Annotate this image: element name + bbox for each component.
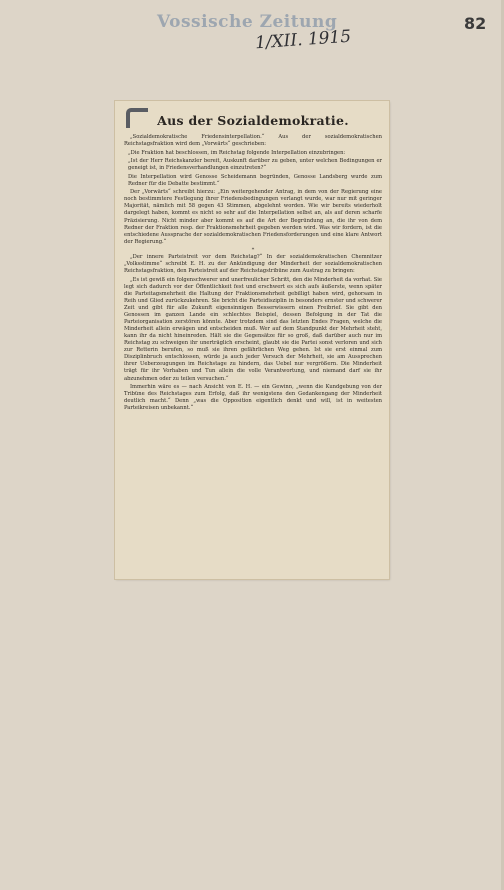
bracket-mark-icon xyxy=(126,108,148,128)
section1-quote1: „Die Fraktion hat beschlossen, im Reichstag folgende Interpellation einzubringen: xyxy=(128,149,346,156)
section1-quote2: „Ist der Herr Reichskanzler bereit, Auskunft darüber zu geben, unter welchen Bedingungen er geneigt ist, in Friedensverhandlungen einzutreten?“ xyxy=(128,158,382,172)
section2-conclusion: Immerhin wäre es — nach Ansicht von E. H. — ein Gewinn, „wenn die Kundgebung von der Tribüne des Reichstages zum Erfolg, daß ihr wenigstens den Gedankengang der Minderheit deutlich macht.“ Denn „was die Opposition eigentlich denkt und will, ist in weitesten Parteikreisen unbekannt.“ xyxy=(124,384,382,412)
section1-intro: „Sozialdemokratische Friedensinterpellation.“ Aus der sozialdemokratischen Reichstagsfraktion wird dem „Vorwärts“ geschrieben: xyxy=(124,134,382,148)
section2-intro: „Der innere Parteistreit vor dem Reichstag?“ In der sozialdemokratischen Chemnitzer „Volksstimme“ schreibt E. H. zu der Ankündigung der Minderheit der sozialdemokratischen Reichstagsfraktion, den Parteistreit auf der Reichstagstribüne zum Austrag zu bringen: xyxy=(124,254,382,275)
newspaper-clipping xyxy=(115,101,389,579)
newspaper-masthead: Vossische Zeitung xyxy=(157,12,338,32)
handwritten-date: 1/XII. 1915 xyxy=(254,26,352,54)
section1-quote3: Die Interpellation wird Genosse Scheidemann begründen, Genosse Landsberg wurde zum Redner für die Debatte bestimmt.“ xyxy=(128,173,382,187)
article-headline: Aus der Sozialdemokratie. xyxy=(157,113,349,128)
page-number: 82 xyxy=(464,14,487,33)
section1-commentary: Der „Vorwärts“ schreibt hierzu: „Ein weitergehender Antrag, in dem von der Regierung eine noch bestimmtere Festlegung ihrer Friedensbedingungen verlangt wurde, war nur mit geringer Majorität, nämlich mit 58 gegen 43 Stimmen, abgelehnt worden. Wie wir bereits wiederholt dargelegt haben, kommt es nicht so sehr auf die Interpellation selbst an, als auf deren scharfe Präzisierung. Nicht minder aber kommt es auf die Art der Begründung an, die ihr von dem Redner der Fraktion resp. der Fraktionsmehrheit gegeben werden wird. Was wir fordern, ist die entschiedene Aussprache der sozialdemokratischen Friedensforderungen und eine klare Antwort der Regierung.“ xyxy=(124,189,382,245)
section2-quote: „Es ist gewiß ein folgenschwerer und unerfreulicher Schritt, den die Minderheit da vorhat. Sie legt sich dadurch vor der Öffentlichkeit fest und erschwert es sich aufs äußerste, wenn später die Parteitagsmehrheit die Haltung der Fraktionsmehrheit gebilligt haben wird, gehorsam in Reih und Glied zurückzukehren. Sie bricht die Parteidisziplin in besonders ernster und schwerer Zeit und gibt für alle Zukunft eigensinnigen Besserwissern einen Freibrief. Sie gibt den Genossen im ganzen Lande ein schlechtes Beispiel, dessen Befolgung in der Tat die Parteiorganisation zerstören könnte. Aber trotzdem sind das letzten Endes Fragen, welche die Minderheit allein erwägen und entscheiden muß. Wer auf dem Standpunkt der Mehrheit steht, kann ihr da nicht hineinreden. Hält sie die Gegensätze für so groß, daß darüber auch nur im Reichstag zu schweigen ihr unerträglich erscheint, glaubt sie die Partei sonst verloren und sich zur Retterin berufen, so muß sie ihren gefährlichen Weg gehen. Ist sie erst einmal zum Disziplinbruch entschlossen, würde ja auch jeder Versuch der Mehrheit, sie am Aussprechen ihrer Ueberzeugungen im Reichstage zu hindern, das Uebel nur vergrößern. Die Minderheit trägt für ihr Vorhaben und Tun allein die volle Verantwortung, und niemand darf sie ihr abzunehmen oder zu teilen versuchen.“ xyxy=(124,276,382,382)
section-divider: * xyxy=(251,247,255,254)
